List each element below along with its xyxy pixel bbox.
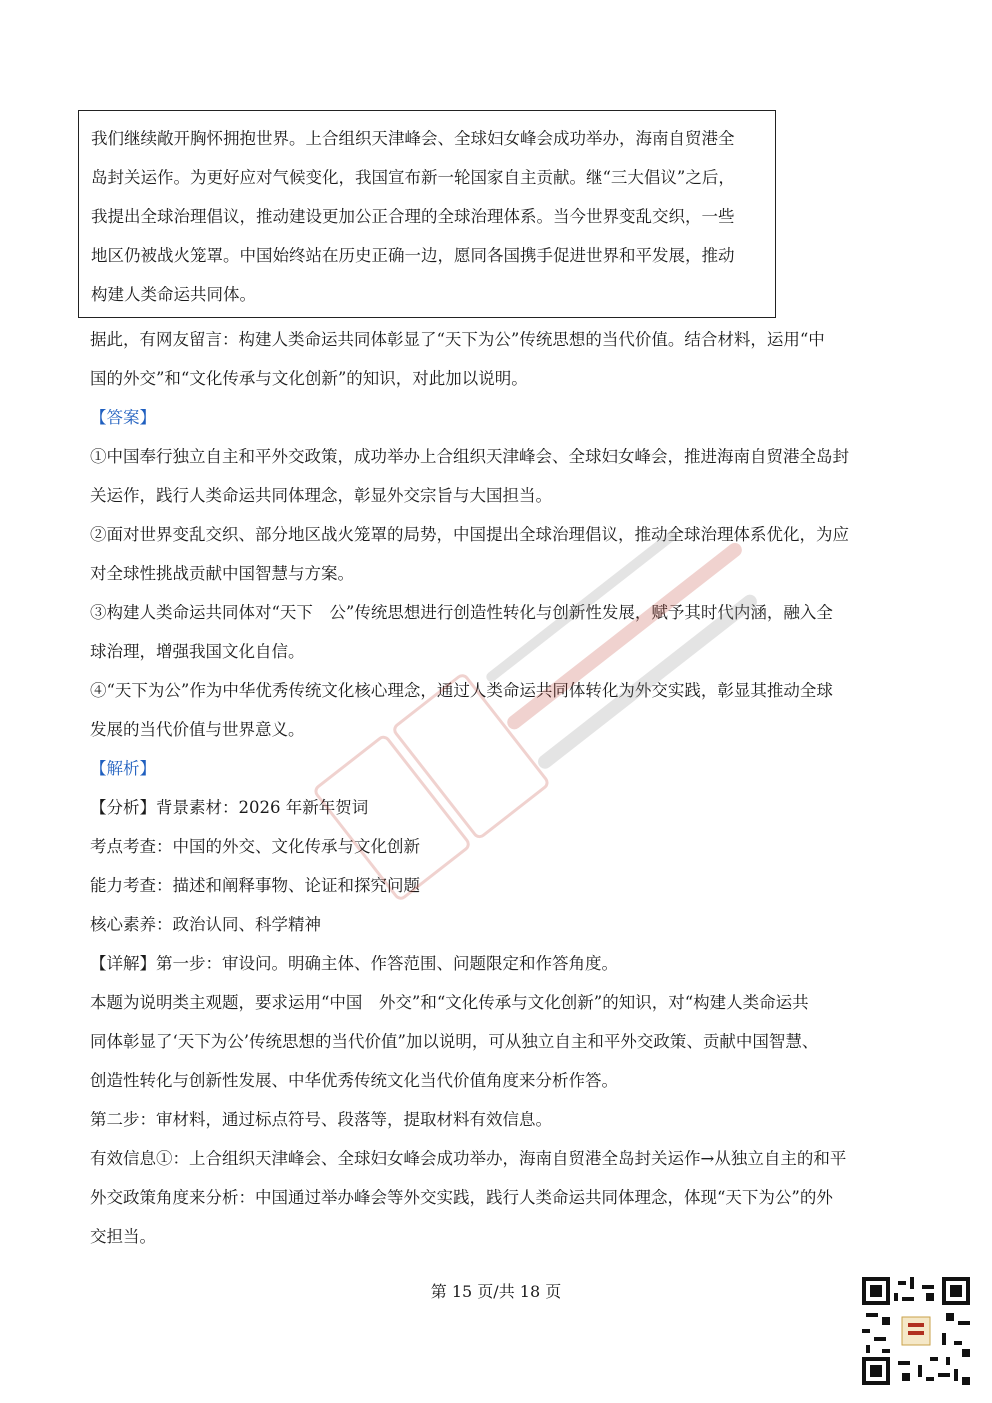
analysis-line: 同体彰显了‘天下为公’传统思想的当代价值”加以说明，可从独立自主和平外交政策、贡献中国智慧、	[90, 1032, 819, 1051]
analysis-line: 能力考查：描述和阐释事物、论证和探究问题	[90, 876, 420, 895]
answer-line: ③构建人类命运共同体对“天下 公”传统思想进行创造性转化与创新性发展，赋予其时代内涵，融入全	[90, 603, 833, 622]
material-line: 构建人类命运共同体。	[91, 285, 256, 304]
question-line: 据此，有网友留言：构建人类命运共同体彰显了“天下为公”传统思想的当代价值。结合材料，运用“中	[90, 330, 825, 349]
answer-line: ②面对世界变乱交织、部分地区战火笼罩的局势，中国提出全球治理倡议，推动全球治理体系优化，为应	[90, 525, 849, 544]
material-line: 我们继续敞开胸怀拥抱世界。上合组织天津峰会、全球妇女峰会成功举办，海南自贸港全	[91, 129, 735, 148]
question-line: 国的外交”和“文化传承与文化创新”的知识，对此加以说明。	[90, 369, 528, 388]
material-box	[78, 110, 776, 318]
answer-line: 发展的当代价值与世界意义。	[90, 720, 305, 739]
analysis-line: 【分析】背景素材：2026 年新年贺词	[90, 798, 369, 817]
material-line: 岛封关运作。为更好应对气候变化，我国宣布新一轮国家自主贡献。继“三大倡议”之后，	[91, 168, 735, 187]
analysis-line: 考点考查：中国的外交、文化传承与文化创新	[90, 837, 420, 856]
analysis-line: 交担当。	[90, 1227, 156, 1246]
answer-line: 对全球性挑战贡献中国智慧与方案。	[90, 564, 354, 583]
answer-heading: 【答案】	[90, 408, 156, 427]
analysis-line: 核心素养：政治认同、科学精神	[90, 915, 321, 934]
qr-code-icon	[862, 1277, 970, 1385]
analysis-line: 本题为说明类主观题，要求运用“中国 外交”和“文化传承与文化创新”的知识，对“构建人类命运共	[90, 993, 809, 1012]
analysis-line: 【详解】第一步：审设问。明确主体、作答范围、问题限定和作答角度。	[90, 954, 618, 973]
answer-line: 关运作，践行人类命运共同体理念，彰显外交宗旨与大国担当。	[90, 486, 552, 505]
page-number: 第 15 页/共 18 页	[430, 1282, 562, 1301]
analysis-heading: 【解析】	[90, 759, 156, 778]
analysis-line: 第二步：审材料，通过标点符号、段落等，提取材料有效信息。	[90, 1110, 552, 1129]
answer-line: ④“天下为公”作为中华优秀传统文化核心理念，通过人类命运共同体转化为外交实践，彰显其推动全球	[90, 681, 833, 700]
answer-line: ①中国奉行独立自主和平外交政策，成功举办上合组织天津峰会、全球妇女峰会，推进海南自贸港全岛封	[90, 447, 849, 466]
answer-line: 球治理，增强我国文化自信。	[90, 642, 305, 661]
material-line: 地区仍被战火笼罩。中国始终站在历史正确一边，愿同各国携手促进世界和平发展，推动	[91, 246, 735, 265]
analysis-line: 有效信息①：上合组织天津峰会、全球妇女峰会成功举办，海南自贸港全岛封关运作→从独立自主的和平	[90, 1149, 847, 1168]
analysis-line: 创造性转化与创新性发展、中华优秀传统文化当代价值角度来分析作答。	[90, 1071, 618, 1090]
material-line: 我提出全球治理倡议，推动建设更加公正合理的全球治理体系。当今世界变乱交织，一些	[91, 207, 735, 226]
analysis-line: 外交政策角度来分析：中国通过举办峰会等外交实践，践行人类命运共同体理念，体现“天下为公”的外	[90, 1188, 833, 1207]
